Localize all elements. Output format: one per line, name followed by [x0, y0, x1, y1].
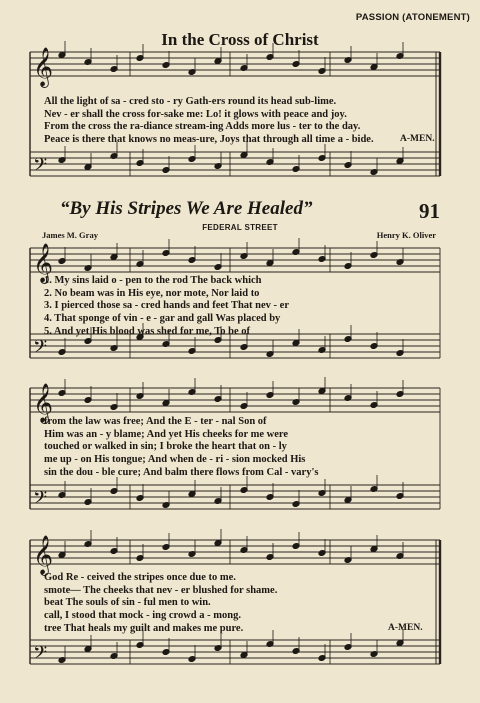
- hymn2-system2-lyrics: [44, 416, 434, 480]
- hymn1-verse-2: Nev - er shall the cross for-sake me: Lo! it glows with peace and joy.: [44, 108, 347, 120]
- svg-text:𝄢: 𝄢: [33, 155, 48, 180]
- svg-text:𝄞: 𝄞: [33, 47, 54, 87]
- hymn2-system3-lyrics: [44, 572, 434, 636]
- stanza-3-line-b: touched or walked in sin; I broke the heart that on - ly: [44, 441, 287, 453]
- stanza-2-line-c: smote— The cheeks that nev - er blushed for shame.: [44, 584, 278, 596]
- stanza-2-line-a: 2. No beam was in His eye, nor mote, Nor laid to: [44, 287, 260, 299]
- hymn2-amen: A-MEN.: [388, 623, 423, 633]
- hymn1-amen: A-MEN.: [400, 134, 435, 144]
- staff-6: [30, 485, 440, 509]
- stanza-5-line-a: 5. And yet His blood was shed for me, To be of: [44, 325, 251, 337]
- composer-credit: Henry K. Oliver: [376, 230, 436, 240]
- hymn-title-in-the-cross: In the Cross of Christ: [161, 30, 319, 49]
- stanza-4-line-b: me up - on His tongue; And when de - ri - sion mocked His: [44, 454, 306, 466]
- stanza-1-line-c: God Re - ceived the stripes once due to me.: [44, 572, 236, 583]
- stanza-2-line-b: Him was an - y blame; And yet His cheeks for me were: [44, 428, 289, 440]
- hymn1-verse-3: From the cross the ra-diance stream-ing Adds more lus - ter to the day.: [44, 121, 361, 133]
- stanza-5-line-b: sin the dou - ble cure; And balm there flows from Cal - vary's: [44, 466, 319, 478]
- stanza-1-line-a: 1. My sins laid o - pen to the rod The back which: [44, 275, 262, 286]
- hymn-number: 91: [419, 199, 440, 223]
- stanza-1-line-b: from the law was free; And the E - ter - nal Son of: [44, 416, 267, 427]
- hymn-title-by-his-stripes: “By His Stripes We Are Healed”: [60, 198, 313, 219]
- staff-1: [30, 52, 440, 76]
- svg-text:𝄢: 𝄢: [33, 643, 48, 668]
- stanza-3-line-a: 3. I pierced those sa - cred hands and feet That nev - er: [44, 300, 289, 312]
- hymn1-lyrics: [44, 96, 434, 147]
- svg-text:𝄞: 𝄞: [33, 535, 54, 575]
- stanza-5-line-c: tree That heals my guilt and makes me pure.: [44, 622, 244, 634]
- svg-text:𝄢: 𝄢: [33, 337, 48, 362]
- stanza-4-line-c: call, I stood that mock - ing crowd a - mong.: [44, 610, 241, 622]
- hymn1-verse-1: All the light of sa - cred sto - ry Gath-ers round its head sub-lime.: [44, 96, 337, 107]
- svg-text:𝄢: 𝄢: [33, 488, 48, 513]
- staff-8: [30, 640, 440, 664]
- svg-text:𝄞: 𝄞: [33, 383, 54, 423]
- svg-text:𝄞: 𝄞: [33, 243, 54, 283]
- author-credit: James M. Gray: [42, 230, 98, 240]
- stanza-3-line-c: beat The souls of sin - ful men to win.: [44, 597, 211, 609]
- tune-name: FEDERAL STREET: [202, 223, 278, 232]
- hymn1-verse-4: Peace is there that knows no meas-ure, Joys that through all time a - bide.: [44, 134, 374, 146]
- staff-2: [30, 152, 440, 176]
- section-header: PASSION (ATONEMENT): [355, 12, 470, 23]
- hymn2-system1-lyrics: [44, 275, 434, 339]
- stanza-4-line-a: 4. That sponge of vin - e - gar and gall Was placed by: [44, 313, 281, 325]
